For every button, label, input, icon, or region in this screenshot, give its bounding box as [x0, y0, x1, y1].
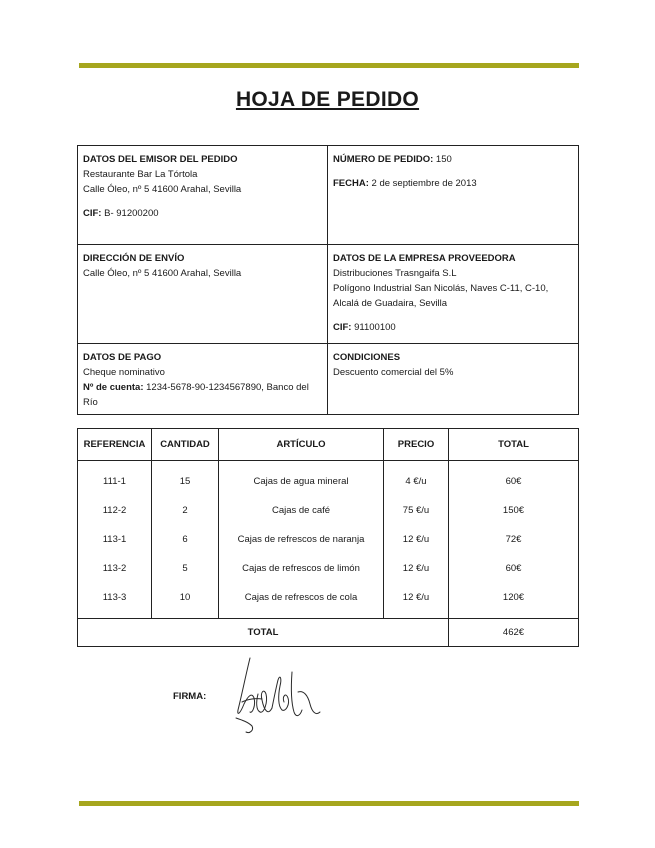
cell-ref: 113-2 [78, 554, 152, 583]
cell-article: Cajas de refrescos de cola [219, 583, 384, 619]
top-accent-bar [79, 63, 579, 68]
proveedor-address-line1: Polígono Industrial San Nicolás, Naves C-11, C-10, [333, 283, 549, 294]
emisor-label: DATOS DEL EMISOR DEL PEDIDO [83, 154, 238, 165]
header-referencia: REFERENCIA [78, 429, 152, 461]
cell-qty: 5 [152, 554, 219, 583]
cell-total: 150€ [449, 496, 579, 525]
proveedor-cell [328, 245, 579, 344]
firma-label: FIRMA: [173, 691, 207, 702]
numero-pedido-label: NÚMERO DE PEDIDO: [333, 154, 434, 165]
emisor-cif-label: CIF: [83, 208, 102, 219]
envio-address: Calle Óleo, nº 5 41600 Arahal, Sevilla [83, 268, 242, 279]
cuenta-value: 1234-5678-90-1234567890, Banco del Río [83, 382, 309, 408]
table-row [78, 496, 579, 525]
emisor-name: Restaurante Bar La Tórtola [83, 169, 198, 180]
envio-label: DIRECCIÓN DE ENVÍO [83, 253, 185, 264]
table-row [78, 461, 579, 497]
cell-article: Cajas de café [219, 496, 384, 525]
cell-qty: 15 [152, 461, 219, 497]
total-label: TOTAL [78, 619, 449, 647]
cell-price: 12 €/u [384, 583, 449, 619]
fecha-label: FECHA: [333, 178, 369, 189]
cell-article: Cajas de refrescos de limón [219, 554, 384, 583]
table-row [78, 583, 579, 619]
table-row [78, 554, 579, 583]
header-total: TOTAL [449, 429, 579, 461]
cell-article: Cajas de refrescos de naranja [219, 525, 384, 554]
cell-price: 12 €/u [384, 525, 449, 554]
condiciones-label: CONDICIONES [333, 352, 401, 363]
pago-cell [78, 344, 328, 415]
numero-pedido-value: 150 [433, 154, 452, 165]
bottom-accent-bar [79, 801, 579, 806]
signature-icon [228, 652, 328, 740]
envio-cell [78, 245, 328, 344]
header-cantidad: CANTIDAD [152, 429, 219, 461]
cell-total: 60€ [449, 461, 579, 497]
table-total-row [78, 619, 579, 647]
order-info-grid [77, 145, 579, 415]
proveedor-cif-label: CIF: [333, 322, 352, 333]
fecha [333, 176, 573, 191]
pago-label: DATOS DE PAGO [83, 352, 162, 363]
proveedor-cif-value: 91100100 [351, 322, 396, 333]
cell-ref: 112-2 [78, 496, 152, 525]
proveedor-cif [333, 320, 573, 335]
cell-ref: 113-1 [78, 525, 152, 554]
proveedor-name: Distribuciones Trasngaifa S.L [333, 268, 457, 279]
cell-ref: 111-1 [78, 461, 152, 497]
cell-total: 72€ [449, 525, 579, 554]
emisor-address: Calle Óleo, nº 5 41600 Arahal, Sevilla [83, 184, 242, 195]
cuenta-label: Nº de cuenta: [83, 382, 144, 393]
total-value: 462€ [449, 619, 579, 647]
fecha-value: 2 de septiembre de 2013 [368, 178, 477, 189]
cell-qty: 6 [152, 525, 219, 554]
header-precio: PRECIO [384, 429, 449, 461]
cell-ref: 113-3 [78, 583, 152, 619]
cell-price: 75 €/u [384, 496, 449, 525]
cell-qty: 10 [152, 583, 219, 619]
header-articulo: ARTÍCULO [219, 429, 384, 461]
emisor-cif-value: B- 91200200 [101, 208, 159, 219]
emisor-cell [78, 146, 328, 245]
table-row [78, 525, 579, 554]
cell-article: Cajas de agua mineral [219, 461, 384, 497]
pago-method: Cheque nominativo [83, 367, 165, 378]
pago-cuenta [83, 380, 322, 410]
condiciones-text: Descuento comercial del 5% [333, 367, 454, 378]
numero-pedido [333, 152, 573, 167]
table-header-row [78, 429, 579, 461]
pedido-cell [328, 146, 579, 245]
page-title: HOJA DE PEDIDO [235, 88, 420, 111]
cell-total: 120€ [449, 583, 579, 619]
cell-total: 60€ [449, 554, 579, 583]
cell-qty: 2 [152, 496, 219, 525]
emisor-cif [83, 206, 322, 221]
cell-price: 4 €/u [384, 461, 449, 497]
cell-price: 12 €/u [384, 554, 449, 583]
order-items-table [77, 428, 579, 647]
proveedor-address-line2: Alcalá de Guadaira, Sevilla [333, 298, 448, 309]
condiciones-cell [328, 344, 579, 415]
proveedor-label: DATOS DE LA EMPRESA PROVEEDORA [333, 253, 516, 264]
